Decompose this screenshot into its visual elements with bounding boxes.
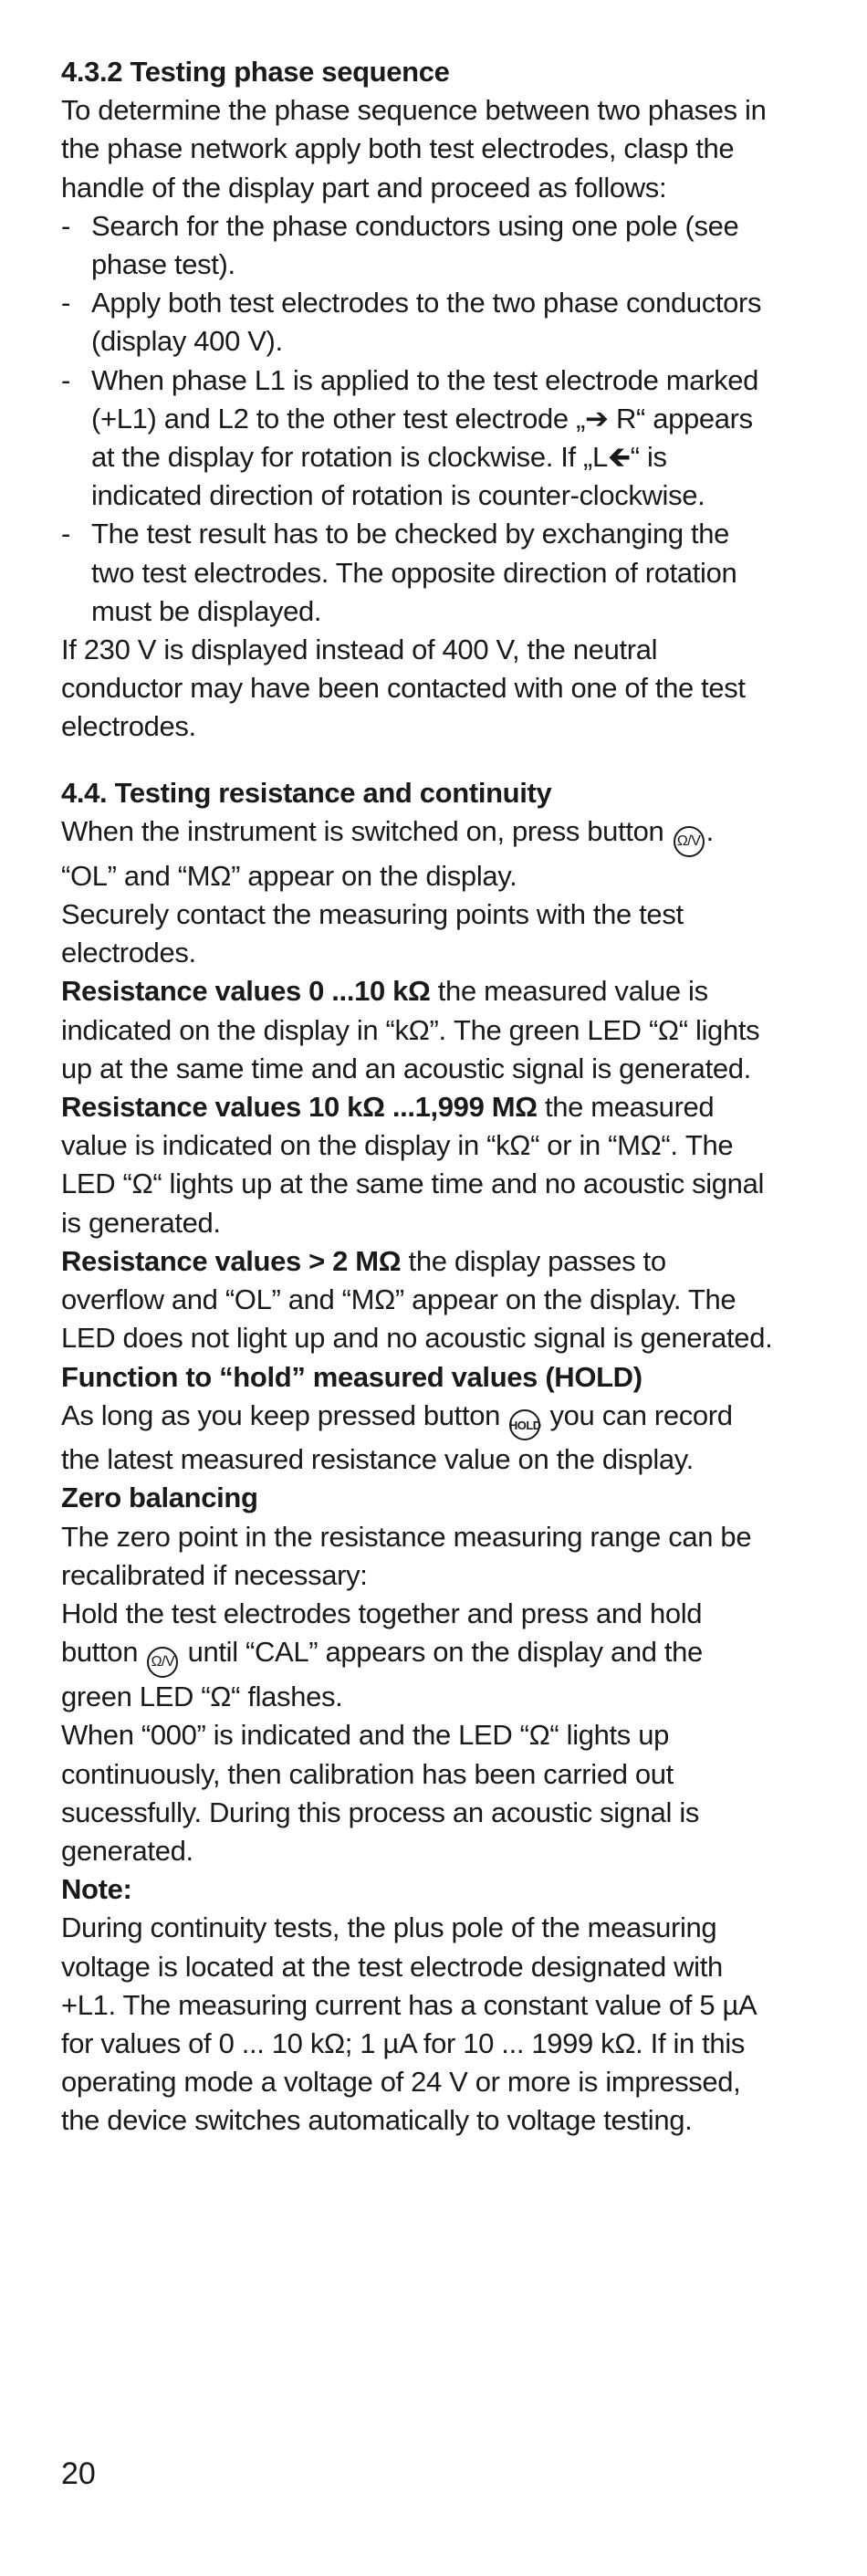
page-number: 20 [61, 2456, 96, 2491]
zero-paragraph-2 [61, 1595, 773, 1716]
bullet-text: The test result has to be checked by exchanging the two test electrodes. The opposite direction of rotation must be displayed. [91, 518, 737, 627]
ohm-volt-button-icon: Ω/V [674, 826, 705, 857]
note-text: During continuity tests, the plus pole of the measuring voltage is located at the test electrode designated with +L1. The measuring current has a constant value of 5 µA for values of 0 ... 10 kΩ; 1 µA for 10 ... 1999 kΩ. If in this operating mode a voltage of 24 V or more is impressed, the device switches automatically to voltage testing. [61, 1911, 756, 2137]
ohm-volt-button-icon: Ω/V [147, 1647, 178, 1678]
resistance-range-2 [61, 1088, 773, 1242]
switch-on-text-after: . “OL” and “MΩ” appear on the display. [61, 814, 714, 892]
resistance-range-1 [61, 972, 773, 1088]
zero-paragraph-3: When “000” is indicated and the LED “Ω“ lights up continuously, then calibration has been carried out sucessfully. During this process an acoustic signal is generated. [61, 1719, 700, 1868]
resistance-range-2-text: the measured value is indicated on the display in “kΩ“ or in “MΩ“. The LED “Ω“ lights up at the same time and no acoustic signal is generated. [61, 1091, 765, 1239]
switch-on-paragraph [61, 812, 773, 895]
resistance-range-3-text: the display passes to overflow and “OL” and “MΩ” appear on the display. The LED does not light up and no acoustic signal is generated. [61, 1244, 773, 1355]
resistance-range-2-label: Resistance values 10 kΩ ...1,999 MΩ [61, 1091, 538, 1124]
bullet-text: Apply both test electrodes to the two phase conductors (display 400 V). [91, 287, 762, 358]
bullet-item [61, 515, 773, 631]
hold-text: As long as you keep pressed button [61, 1398, 500, 1431]
hold-text-after: you can record the latest measured resistance value on the display. [61, 1398, 733, 1476]
bullet-dash: - [61, 209, 70, 242]
section-44-heading: 4.4. Testing resistance and continuity [61, 776, 552, 809]
bullet-item [61, 361, 773, 516]
resistance-range-1-label: Resistance values 0 ...10 kΩ [61, 975, 431, 1008]
switch-on-text: When the instrument is switched on, press button [61, 814, 664, 847]
bullet-dash: - [61, 287, 70, 319]
bullet-dash: - [61, 518, 70, 550]
section-432-intro: To determine the phase sequence between two phases in the phase network apply both test electrodes, clasp the handle of the display part and proceed as follows: [61, 94, 767, 204]
zero-heading: Zero balancing [61, 1482, 258, 1514]
resistance-range-1-text: the measured value is indicated on the display in “kΩ”. The green LED “Ω“ lights up at the same time and an acoustic signal is generated. [61, 975, 760, 1084]
resistance-range-3-label: Resistance values > 2 MΩ [61, 1244, 402, 1277]
bullet-item [61, 284, 773, 361]
hold-button-icon: HOLD [509, 1409, 540, 1440]
contact-paragraph: Securely contact the measuring points with the test electrodes. [61, 898, 684, 969]
manual-page [61, 53, 773, 2141]
bullet-text: When phase L1 is applied to the test electrode marked (+L1) and L2 to the other test electrode „➔ R“ appears at the display for rotation is clockwise. If „L🡸“ is indicated direction of rotation is counter-clockwise. [91, 363, 759, 512]
bullet-text: Search for the phase conductors using one pole (see phase test). [91, 209, 739, 281]
resistance-range-3 [61, 1242, 773, 1358]
note-heading: Note: [61, 1873, 132, 1906]
hold-heading: Function to “hold” measured values (HOLD) [61, 1360, 642, 1393]
hold-paragraph [61, 1397, 773, 1480]
section-gap [61, 747, 773, 774]
bullet-item [61, 207, 773, 284]
bullet-dash: - [61, 363, 70, 396]
section-432-heading: 4.3.2 Testing phase sequence [61, 56, 450, 88]
zero-paragraph-1: The zero point in the resistance measuring range can be recalibrated if necessary: [61, 1520, 752, 1591]
zero-text-after: until “CAL” appears on the display and the green LED “Ω“ flashes. [61, 1636, 703, 1713]
section-432-outro: If 230 V is displayed instead of 400 V, the neutral conductor may have been contacted with one of the test electrodes. [61, 634, 746, 743]
zero-text: Hold the test electrodes together and press and hold button [61, 1597, 703, 1669]
